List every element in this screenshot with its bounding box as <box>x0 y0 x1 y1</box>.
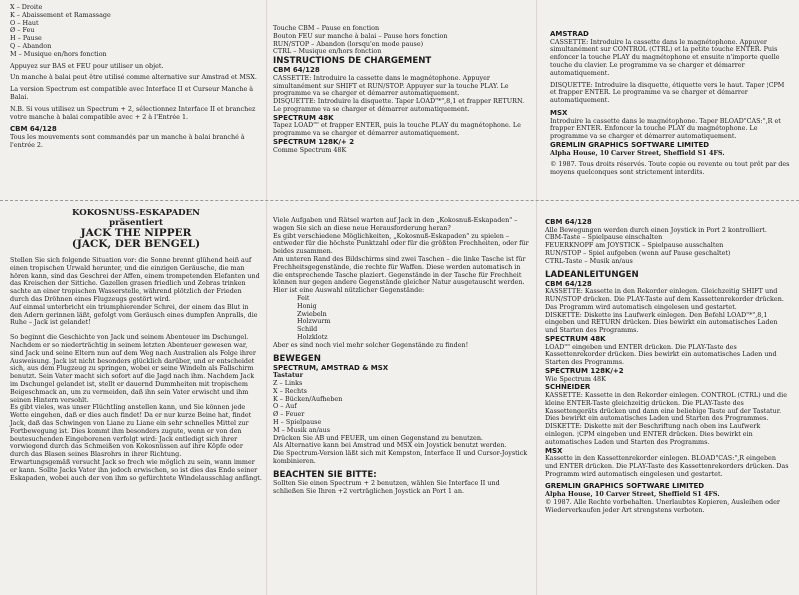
list-item: Ø – Feu <box>10 26 35 35</box>
keyboard-label: Tastatur <box>273 371 303 380</box>
section-heading: LADEANLEITUNGEN <box>545 269 639 280</box>
copyright-notice: © 1987. Tous droits réservés. Toute copie ou revente ou tout prêt par des moyens quelconques sont strictement interdits. <box>550 160 790 177</box>
item-list <box>273 295 531 342</box>
section-heading: SPECTRUM, AMSTRAD & MSX <box>273 363 389 372</box>
section-heading: BEACHTEN SIE BITTE: <box>273 469 377 480</box>
column-divider-right <box>536 0 537 595</box>
paragraph: DISQUETTE: Introduire la disquette. Taper LOAD"*",8,1 et frapper RETURN. Le programme va se charger et démarrer automatiquement. <box>273 97 525 113</box>
paragraph: Stellen Sie sich folgende Situation vor: die Sonne brennt glühend heiß auf einen tropischen Urwald herunter, und die einzigen Geräusche, die man hören kann, sind das Geschrei der Affen, einem trompetenden Elefanten und das Kreischen der Sittiche. Gazellen grasen friedlich und Zebras trinken sachte an einer tropischen Wasserstelle, während plötzlich der Frieden durch das Dröhnen eines Flugzeugs gestört wird. <box>10 256 260 303</box>
list-item: Holzklotz <box>297 332 328 341</box>
paragraph: Aber es sind noch viel mehr solcher Gegenstände zu finden! <box>273 340 469 349</box>
de-key-list <box>273 380 531 435</box>
section-heading: SPECTRUM 48K <box>273 113 334 122</box>
list-item: Q – Abandon <box>10 41 52 50</box>
company-name: GREMLIN GRAPHICS SOFTWARE LIMITED <box>545 482 705 491</box>
list-item: CTRL-Taste – Musik an/aus <box>545 256 633 265</box>
paragraph: N.B. Si vous utilisez un Spectrum + 2, sélectionnez Interface II et branchez votre manche à balai compatible avec + 2 à l'Entrée 1. <box>10 104 256 121</box>
list-item: Zwiebeln <box>297 309 327 318</box>
presents-label: präsentiert <box>109 218 163 228</box>
section-heading: SPECTRUM 128K/+ 2 <box>273 137 355 146</box>
fr-right-column <box>550 30 790 177</box>
section-heading: BEWEGEN <box>273 353 321 364</box>
section-heading: CBM 64/128 <box>10 125 57 134</box>
paragraph: Viele Aufgaben und Rätsel warten auf Jack in den „Kokosnuß-Eskapaden" – wagen Sie sich an diese neue Herausforderung heran? <box>273 216 518 232</box>
paragraph: KASSETTE: Kassette in den Rekorder einlegen. CONTROL (CTRL) und die kleine ENTER-Taste gleichzeitig drücken. Die PLAY-Taste des Kassettengeräts drücken und dann eine beliebige Taste auf der Tastatur. Dies bewirkt ein automatisches Laden und Starten des Programmes. <box>545 390 787 423</box>
list-item: Holzwurm <box>297 317 331 326</box>
paragraph: Hier ist eine Auswahl nützlicher Gegenstände: <box>273 286 425 295</box>
game-title-german: (JACK, DER BENGEL) <box>71 238 201 250</box>
list-item: O – Auf <box>273 402 297 411</box>
list-item: O – Haut <box>10 18 39 27</box>
paragraph: Wie Spectrum 48K <box>545 374 606 383</box>
paragraph: Alle Bewegungen werden durch einen Joystick in Port 2 kontrolliert. <box>545 225 767 234</box>
paragraph: CASSETTE: Introduire la cassette dans le magnétophone. Appuyer simultanément sur CONTROL (CTRL) et la petite touche ENTER. Puis enfoncer la touche PLAY du magnétophone et ensuite n'importe quelle touche du clavier. Le programme va se charger et démarrer automatiquement. <box>550 37 780 77</box>
section-heading: CBM 64/128 <box>273 66 320 75</box>
paragraph: DISKETTE: Diskette ins Laufwerk einlegen. Den Befehl LOAD"*",8,1 eingeben und RETURN drücken. Dies bewirkt ein automatisches Laden und Starten des Programms. <box>545 310 778 335</box>
list-item: Ø – Feuer <box>273 410 305 419</box>
paragraph: Drücken Sie AB und FEUER, um einen Gegenstand zu benutzen. <box>273 433 483 442</box>
copyright-notice: © 1987. Alle Rechte vorbehalten. Unerlaubtes Kopieren, Ausleihen oder Wiederverkaufen jeder Art strengstens verboten. <box>545 497 780 514</box>
list-item: Feit <box>297 293 310 302</box>
paragraph: Un manche à balai peut être utilisé comme alternative sur Amstrad et MSX. <box>10 73 257 82</box>
paragraph: DISQUETTE: Introduire la disquette, étiquette vers le haut. Taper ¦CPM et frapper ENTER. Le programme va se charger et démarrer automatiquement. <box>550 80 785 105</box>
paragraph: Comme Spectrum 48K <box>273 145 347 154</box>
company-address: Alpha House, 10 Carver Street, Sheffield S1 4FS. <box>545 490 720 499</box>
list-item: Honig <box>297 301 317 310</box>
fr-key-list <box>10 4 262 59</box>
section-heading: CBM 64/128 <box>545 279 592 288</box>
fold-line <box>0 200 799 202</box>
paragraph: Sollten Sie einen Spectrum + 2 benutzen, wählen Sie Interface II und schließen Sie Ihren +2 verträglichen Joystick an Port 1 an. <box>273 478 500 495</box>
paragraph: Erwartungsgemäß versucht Jack so frech wie möglich zu sein, wann immer er kann. Sollte Jacks Vater ihn jedoch erwischen, so ist dies das Ende seiner Eskapaden, wobei auch der von ihm so gefürchtete Windelausschlag anfängt. <box>10 457 262 482</box>
de-middle-column <box>273 217 531 495</box>
column-divider-left <box>266 0 267 595</box>
company-name: GREMLIN GRAPHICS SOFTWARE LIMITED <box>550 140 710 149</box>
paragraph: Introduire la cassette dans le magnétophone. Taper BLOAD"CAS:",R et frapper ENTER. Enfoncer la touche PLAY du magnétophone. Le programme va se charger et démarrer automatiquement. <box>550 116 781 141</box>
section-heading: SPECTRUM 48K <box>545 334 606 343</box>
paragraph: Kassette in den Kassettenrekorder einlegen. BLOAD"CAS:",R eingeben und ENTER drücken. Die PLAY-Taste des Kassettenrekorders drücken. Das Programm wird automatisch eingelesen und gestartet. <box>545 454 789 478</box>
list-item: H – Pause <box>10 34 42 43</box>
paragraph: Es gibt vieles, was unser Flüchtling anstellen kann, und Sie können jede Wette eingehen, daß er dies auch findet! Da er nur kurze Beine hat, findet Jack, daß das Schwingen von Liane zu Liane ein sehr schnelles Mittel zur Fortbewegung ist. Dies kommt ihm besonders zugute, wenn er von den beutesuchenden Eingeborenen verfolgt wird: Jack entledigt sich ihrer vorwiegend durch das Schmeißen von Kokosnüssen auf ihre Köpfe oder durch das Blasen seines Blasrohrs in ihrer Richtung. <box>10 403 252 459</box>
paragraph: Die Spectrum-Version läßt sich mit Kempston, Interface II und Cursor-Joystick kombinieren. <box>273 449 528 465</box>
list-item: K – Abaissement et Ramassage <box>10 10 111 19</box>
paragraph: La version Spectrum est compatible avec Interface II et Curseur Manche à Balai. <box>10 85 254 101</box>
list-item: RUN/STOP – Abandon (lorsqu'en mode pause) <box>273 39 424 48</box>
paragraph: Am unteren Rand des Bildschirms sind zwei Taschen – die linke Tasche ist für Frechheitsgegenstände, die rechte für Waffen. Diese werden automatisch in die entsprechende Tasche plaziert. Gegenstände in der Tasche für Frechheit können nur gegen andere Gegenstände gleicher Natur ausgetauscht werden. <box>273 254 526 287</box>
list-item: X – Droite <box>10 3 43 11</box>
fr-left-column <box>10 4 262 150</box>
paragraph: Tapez LOAD"" et frapper ENTER, puis la touche PLAY du magnétophone. Le programme va se charger et démarrer automatiquement. <box>273 121 521 138</box>
fr-middle-column <box>273 25 531 154</box>
paragraph: Als Alternative kann bei Amstrad und MSX ein Joystick benutzt werden. <box>273 441 507 450</box>
paragraph: Tous les mouvements sont commandés par un manche à balai branché à l'entrée 2. <box>10 132 245 149</box>
list-item: CTRL – Musique en/hors fonction <box>273 47 382 56</box>
list-item: Touche CBM – Pause en fonction <box>273 24 380 32</box>
section-heading: INSTRUCTIONS DE CHARGEMENT <box>273 56 432 67</box>
section-heading: SCHNEIDER <box>545 383 591 392</box>
paragraph: KASSETTE: Kassette in den Rekorder einlegen. Gleichzeitig SHIFT und RUN/STOP drücken. Die PLAY-Taste auf dem Kassettenrekorder drücken. Das Programm wird automatisch eingelesen und gestartet. <box>545 287 784 311</box>
section-heading: AMSTRAD <box>550 30 589 38</box>
list-item: X – Rechts <box>273 386 307 395</box>
company-address: Alpha House, 10 Carver Street, Sheffield S1 4FS. <box>550 148 725 157</box>
de-right-column <box>545 218 790 514</box>
paragraph: DISKETTE: Diskette mit der Beschriftung nach oben ins Laufwerk einlegen. ¦CPM eingeben und ENTER drücken. Dies bewirkt ein automatisches Laden und Starten des Programms. <box>545 422 761 446</box>
paragraph: Appuyez sur BAS et FEU pour utiliser un objet. <box>10 61 164 70</box>
list-item: Bouton FEU sur manche à balai – Pause hors fonction <box>273 31 448 40</box>
section-heading: MSX <box>545 446 563 455</box>
paragraph: So beginnt die Geschichte von Jack und seinem Abenteuer im Dschungel. Nachdem er so niederträchtig in seinem letzten Abenteuer gewesen war, sind Jack und seine Eltern nun auf dem Weg nach Australien als Folge ihrer Ausweisung. Jack ist nicht besonders glücklich darüber, und er entscheidet sich, aus dem Flugzeug zu springen, wobei er seine Windeln als Fallschirm benutzt. Sein Vater macht sich sofort auf die Jagd nach ihm. Nachdem Jack im Dschungel gelandet ist, stellt er dauernd Dummheiten mit tropischem Beigeschmack an, um zu vermeiden, daß ihn sein Vater erwischt und ihm seinen Hintern versohlt. <box>10 333 256 404</box>
list-item: M – Musique en/hors fonction <box>10 49 107 58</box>
section-heading: MSX <box>550 108 568 117</box>
list-item: CBM-Taste – Spielpause einschalten <box>545 233 663 242</box>
list-item: RUN/STOP – Spiel aufgeben (wenn auf Pause geschaltet) <box>545 248 731 257</box>
list-item: Z – Links <box>273 378 303 387</box>
game-title: JACK THE NIPPER <box>80 227 192 239</box>
list-item: M – Musik an/aus <box>273 425 330 434</box>
de-left-column <box>10 208 262 482</box>
paragraph: Es gibt verschiedene Möglichkeiten, „Kokosnuß-Eskapaden" zu spielen – entweder für die höchste Punktzahl oder für die größten Frechheiten, oder für beides zusammen. <box>273 231 529 256</box>
section-heading: SPECTRUM 128K/+2 <box>545 366 624 375</box>
list-item: H – Spielpause <box>273 417 322 426</box>
list-item: K – Bücken/Aufheben <box>273 394 343 403</box>
list-item: FEUERKNOPF am JOYSTICK – Spielpause ausschalten <box>545 241 724 250</box>
list-item: Schild <box>297 325 318 334</box>
paragraph: CASSETTE: Introduire la cassette dans le magnétophone. Appuyer simultanément sur SHIFT et RUN/STOP. Appuyer sur la touche PLAY. Le programme va se charger et démarrer automatiquement. <box>273 73 509 98</box>
game-title-block <box>10 208 262 250</box>
section-heading: CBM 64/128 <box>545 218 592 226</box>
game-subtitle: KOKOSNUSS-ESKAPADEN <box>71 208 201 218</box>
paragraph: Auf einmal unterbricht ein triumphierender Schrei, der einem das Blut in den Adern gerinnen läßt, gefolgt vom Geräusch eines dumpfen Anpralls, die Ruhe – Jack ist gelandet! <box>10 302 258 327</box>
paragraph: LOAD"" eingeben und ENTER drücken. Die PLAY-Taste des Kassettenrekorder drücken. Dies bewirkt ein automatisches Laden und Starten des Programms. <box>545 342 777 367</box>
